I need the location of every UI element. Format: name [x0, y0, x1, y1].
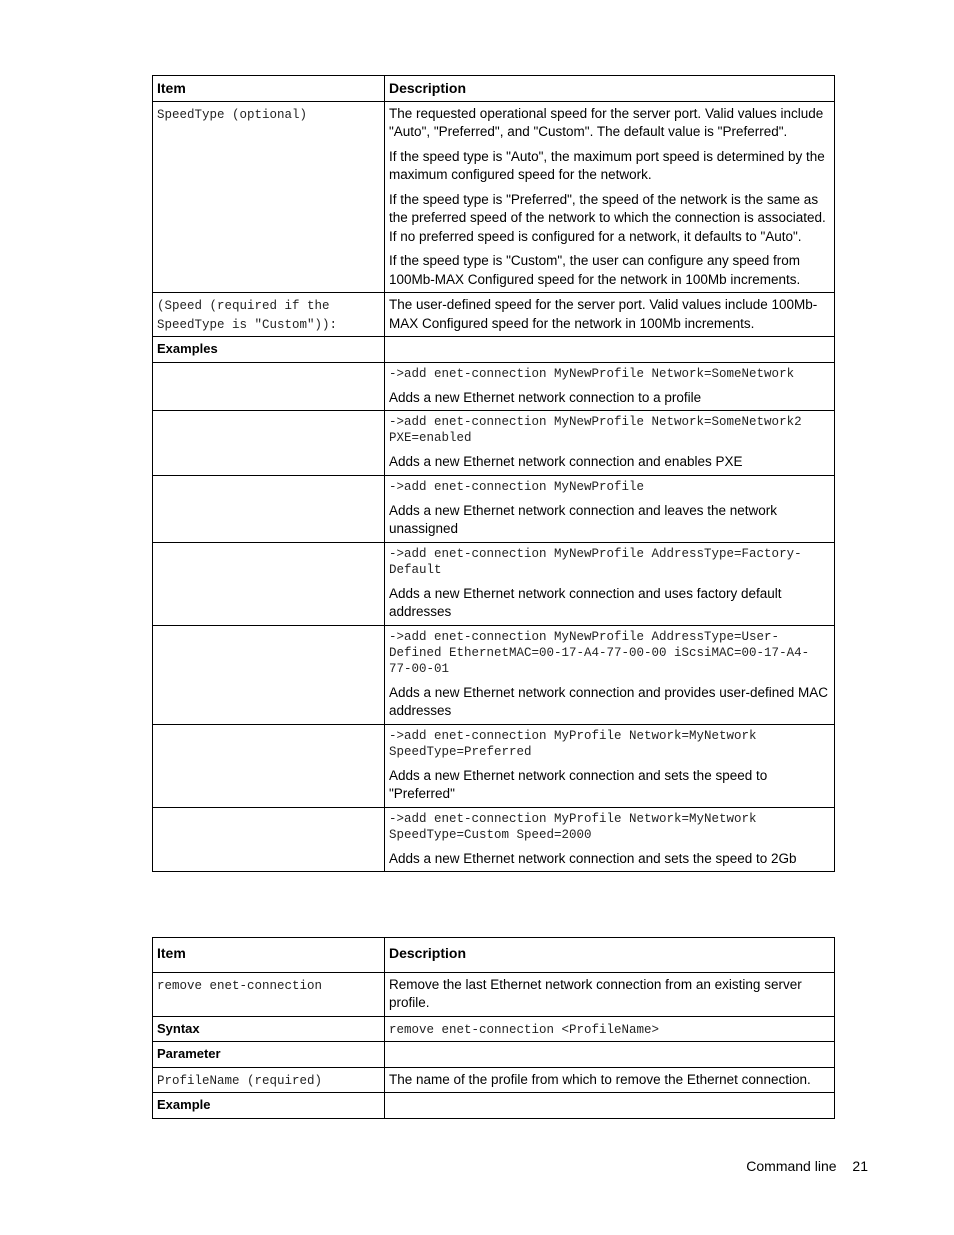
- example-row: [153, 362, 835, 411]
- empty-cell: [385, 1042, 835, 1068]
- empty-cell: [153, 475, 385, 542]
- example-cell: [385, 807, 835, 872]
- column-header-description: Description: [385, 76, 835, 102]
- example-cell: [385, 411, 835, 476]
- example-command: ->add enet-connection MyNewProfile AddressType=Factory-Default: [389, 546, 802, 577]
- example-command: ->add enet-connection MyNewProfile Network=SomeNetwork: [389, 366, 795, 381]
- parameter-label: Parameter: [153, 1042, 385, 1068]
- empty-cell: [153, 362, 385, 411]
- example-description: Adds a new Ethernet network connection and enables PXE: [389, 454, 743, 469]
- item-cell: [153, 101, 385, 293]
- column-header-item: Item: [153, 76, 385, 102]
- table-header-row: [153, 76, 835, 102]
- empty-cell: [153, 724, 385, 807]
- table-row-command: [153, 972, 835, 1016]
- empty-cell: [153, 542, 385, 625]
- example-cell: [385, 362, 835, 411]
- item-cell: [153, 1067, 385, 1093]
- description-cell: [385, 101, 835, 293]
- item-cell: [153, 972, 385, 1016]
- example-description: Adds a new Ethernet network connection and sets the speed to 2Gb: [389, 850, 797, 866]
- empty-cell: [153, 625, 385, 724]
- param-name: ProfileName (required): [157, 1073, 323, 1088]
- example-row: [153, 625, 835, 724]
- table-row-profilename: [153, 1067, 835, 1093]
- description-cell: The name of the profile from which to remove the Ethernet connection.: [385, 1067, 835, 1093]
- item-cell: [153, 293, 385, 337]
- example-command: ->add enet-connection MyProfile Network=MyNetwork SpeedType=Preferred: [389, 728, 765, 759]
- syntax-cell: [385, 1016, 835, 1042]
- example-row: [153, 807, 835, 872]
- page-footer: [746, 1158, 868, 1174]
- command-name: remove enet-connection: [157, 978, 323, 993]
- example-command: ->add enet-connection MyNewProfile Network=SomeNetwork2 PXE=enabled: [389, 415, 810, 445]
- example-row: [153, 724, 835, 807]
- table-row-syntax: [153, 1016, 835, 1042]
- examples-label-row: [153, 337, 835, 363]
- example-row: [153, 411, 835, 476]
- table-row-speedtype: [153, 101, 835, 293]
- syntax-label: Syntax: [153, 1016, 385, 1042]
- syntax-value: remove enet-connection <ProfileName>: [389, 1022, 660, 1037]
- description-paragraph: The requested operational speed for the server port. Valid values include "Auto", "Preferred", and "Custom". The default value is "Preferred".: [389, 105, 824, 139]
- table-row-parameter: [153, 1042, 835, 1068]
- example-description: Adds a new Ethernet network connection to a profile: [389, 389, 702, 405]
- empty-cell: [153, 411, 385, 476]
- description-paragraph: The user-defined speed for the server port. Valid values include 100Mb-MAX Configured speed for the network in 100Mb increments.: [389, 297, 818, 331]
- examples-label: Examples: [153, 337, 385, 363]
- example-row: [153, 475, 835, 542]
- example-cell: [385, 542, 835, 625]
- example-description: Adds a new Ethernet network connection and uses factory default addresses: [389, 585, 782, 619]
- empty-cell: [153, 807, 385, 872]
- param-name: (Speed (required if the SpeedType is "Custom")):: [157, 299, 338, 332]
- table-header-row: [153, 938, 835, 973]
- example-cell: [385, 475, 835, 542]
- speedtype-parameters-table: [152, 75, 835, 872]
- description-paragraph: If the speed type is "Auto", the maximum port speed is determined by the maximum configured speed for the network.: [389, 148, 825, 182]
- table-row-speed: [153, 293, 835, 337]
- description-cell: [385, 293, 835, 337]
- empty-cell: [385, 1093, 835, 1119]
- example-cell: [385, 724, 835, 807]
- param-name: SpeedType (optional): [157, 107, 308, 122]
- description-paragraph: If the speed type is "Custom", the user can configure any speed from 100Mb-MAX Configured speed for the network in 100Mb increments.: [389, 253, 801, 287]
- example-cell: [385, 625, 835, 724]
- example-description: Adds a new Ethernet network connection and provides user-defined MAC addresses: [389, 684, 829, 718]
- example-row: [153, 542, 835, 625]
- description-paragraph: If the speed type is "Preferred", the speed of the network is the same as the preferred speed of the network to which the connection is associated. If no preferred speed is configured for a network, it defaults to "Auto".: [389, 191, 826, 244]
- column-header-item: Item: [153, 938, 385, 973]
- example-label: Example: [153, 1093, 385, 1119]
- remove-enet-connection-table: [152, 937, 835, 1119]
- column-header-description: Description: [385, 938, 835, 973]
- page-number: 21: [852, 1158, 868, 1174]
- example-description: Adds a new Ethernet network connection and sets the speed to "Preferred": [389, 767, 768, 801]
- empty-cell: [385, 337, 835, 363]
- footer-section-title: Command line: [746, 1158, 837, 1174]
- table-row-example: [153, 1093, 835, 1119]
- example-command: ->add enet-connection MyNewProfile: [389, 479, 645, 494]
- example-description: Adds a new Ethernet network connection and leaves the network unassigned: [389, 502, 777, 536]
- description-cell: Remove the last Ethernet network connection from an existing server profile.: [385, 972, 835, 1016]
- example-command: ->add enet-connection MyNewProfile AddressType=User-Defined EthernetMAC=00-17-A4-77-00-00 iScsiMAC=00-17-A4-77-00-01: [389, 629, 810, 676]
- example-command: ->add enet-connection MyProfile Network=MyNetwork SpeedType=Custom Speed=2000: [389, 811, 765, 842]
